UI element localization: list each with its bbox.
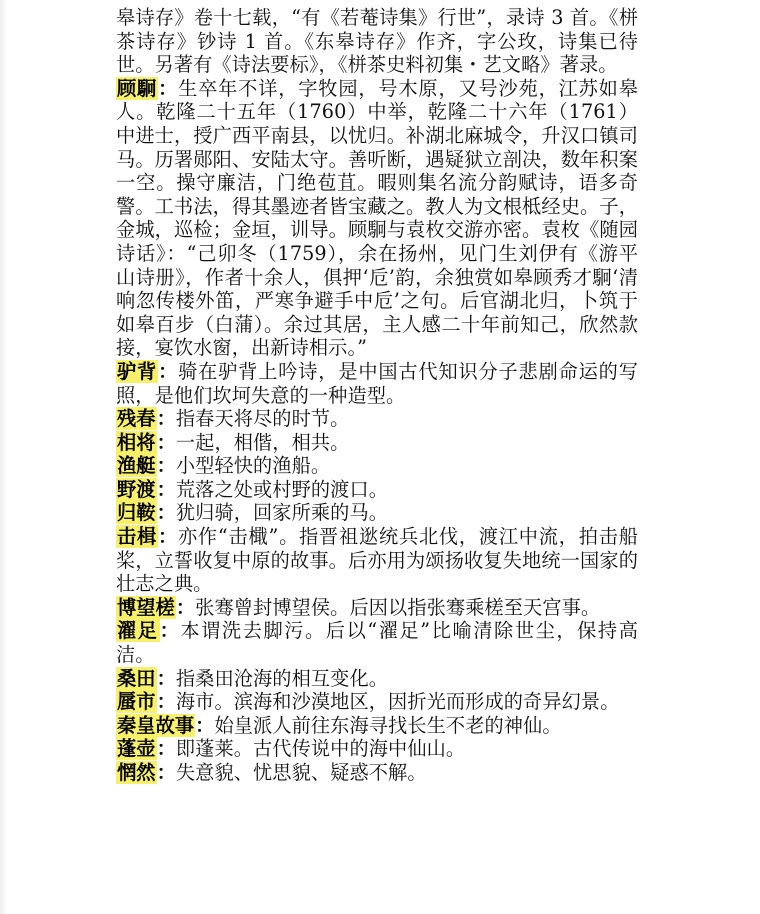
glossary-term: 渔艇 <box>117 454 156 478</box>
glossary-entry-ji-ji <box>116 525 638 596</box>
intro-paragraph: 皋诗存》卷十七载，“有《若菴诗集》行世”，录诗 3 首。《栟茶诗存》钞诗 1 首。《东皋诗存》作齐，字公玫，诗集已待世。另著有《诗法要标》，《栟茶史料初集・艺文略》著录。 <box>116 6 638 77</box>
term-colon: ： <box>156 690 176 714</box>
glossary-entry-ye-du <box>116 478 638 502</box>
glossary-definition: 生卒年不详，字牧园，号木原，又号沙苑，江苏如皋人。乾隆二十五年（1760）中举，乾隆二十六年（1761）中进士，授广西平南县，以忧归。补湖北麻城令，升汉口镇司马。历署郧阳、安陆太守。善听断，遇疑狱立剖决，数年积案一空。操守廉洁，门绝苞苴。暇则集名流分韵赋诗，语多奇警。工书法，得其墨迹者皆宝藏之。教人为文根柢经史。子，金城，巡检；金垣，训导。顾駉与袁枚交游亦密。袁枚《随园诗话》：“己卯冬（1759），余在扬州，见门生刘伊有《游平山诗册》，作者十余人，俱押‘卮’韵，余独赏如皋顾秀才駉‘清响忽传楼外笛，严寒争避手中卮’之句。后官湖北归，卜筑于如皋百步（白蒲）。余过其居，主人感二十年前知己，欣然款接，宴饮水窗，出新诗相示。” <box>116 76 638 360</box>
term-colon: ： <box>156 454 176 478</box>
glossary-term: 秦皇故事 <box>117 713 195 737</box>
glossary-definition: 失意貌、忧思貌、疑惑不解。 <box>175 761 427 784</box>
glossary-term: 击楫 <box>117 525 157 549</box>
term-colon: ： <box>157 525 178 549</box>
glossary-definition: 犹归骑，回家所乘的马。 <box>175 501 389 525</box>
glossary-entry-yu-ting <box>116 454 638 478</box>
glossary-term: 惘然 <box>117 761 156 784</box>
glossary-term: 残春 <box>117 407 156 431</box>
glossary-entry-gu-jiong <box>116 77 638 360</box>
glossary-entry-xiang-jiang <box>116 431 638 455</box>
term-colon: ： <box>159 619 181 643</box>
glossary-definition: 荒落之处或村野的渡口。 <box>175 477 389 501</box>
term-colon: ： <box>156 501 176 525</box>
term-colon: ： <box>158 359 179 383</box>
glossary-term: 博望槎 <box>117 595 175 619</box>
term-colon: ： <box>156 761 176 784</box>
term-colon: ： <box>156 407 176 431</box>
glossary-term: 顾駉 <box>117 76 158 100</box>
glossary-entry-bo-wang-cha <box>116 596 638 620</box>
glossary-definition: 骑在驴背上吟诗，是中国古代知识分子悲剧命运的写照，是他们坎坷失意的一种造型。 <box>116 359 638 407</box>
glossary-definition: 即蓬莱。古代传说中的海中仙山。 <box>175 737 466 761</box>
term-colon: ： <box>156 430 176 454</box>
glossary-definition: 指春天将尽的时节。 <box>175 407 350 431</box>
glossary-term: 野渡 <box>117 477 156 501</box>
glossary-term: 桑田 <box>117 666 156 690</box>
glossary-definition: 小型轻快的渔船。 <box>175 454 331 478</box>
glossary-entry-gui-an <box>116 501 638 525</box>
glossary-definition: 指桑田沧海的相互变化。 <box>175 666 389 690</box>
term-colon: ： <box>195 713 215 737</box>
glossary-term: 蓬壶 <box>117 737 156 761</box>
glossary-entry-wang-ran <box>116 761 638 785</box>
glossary-definition: 海市。滨海和沙漠地区，因折光而形成的奇异幻景。 <box>175 690 620 714</box>
glossary-definition: 张骞曾封博望侯。后因以指张骞乘槎至天宫事。 <box>195 595 601 619</box>
glossary-entry-shen-shi <box>116 690 638 714</box>
glossary-entry-sang-tian <box>116 667 638 691</box>
glossary-entry-peng-hu <box>116 737 638 761</box>
term-colon: ： <box>156 737 176 761</box>
term-colon: ： <box>158 76 179 100</box>
glossary-definition: 一起，相偕，相共。 <box>175 430 350 454</box>
term-colon: ： <box>156 666 176 690</box>
glossary-term: 相将 <box>117 430 156 454</box>
glossary-definition: 始皇派人前往东海寻找长生不老的神仙。 <box>214 713 562 737</box>
glossary-entry-lv-bei <box>116 360 638 407</box>
glossary-definition: 亦作“击檝”。指晋祖逖统兵北伐，渡江中流，拍击船桨，立誓收复中原的故事。后亦用为颂扬收复失地统一国家的壮志之典。 <box>116 525 638 596</box>
term-colon: ： <box>175 595 196 619</box>
glossary-entry-can-chun <box>116 407 638 431</box>
glossary-definition: 本谓洗去脚污。后以“濯足”比喻清除世尘，保持高洁。 <box>116 619 638 667</box>
term-colon: ： <box>156 477 176 501</box>
annotation-page <box>116 6 638 785</box>
page-edge-shadow <box>0 0 8 914</box>
glossary-term: 濯足 <box>117 619 159 643</box>
glossary-term: 蜃市 <box>117 690 156 714</box>
glossary-term: 归鞍 <box>117 501 156 525</box>
glossary-term: 驴背 <box>117 359 158 383</box>
glossary-entry-qin-huang-gu-shi <box>116 714 638 738</box>
glossary-entry-zhuo-zu <box>116 619 638 666</box>
